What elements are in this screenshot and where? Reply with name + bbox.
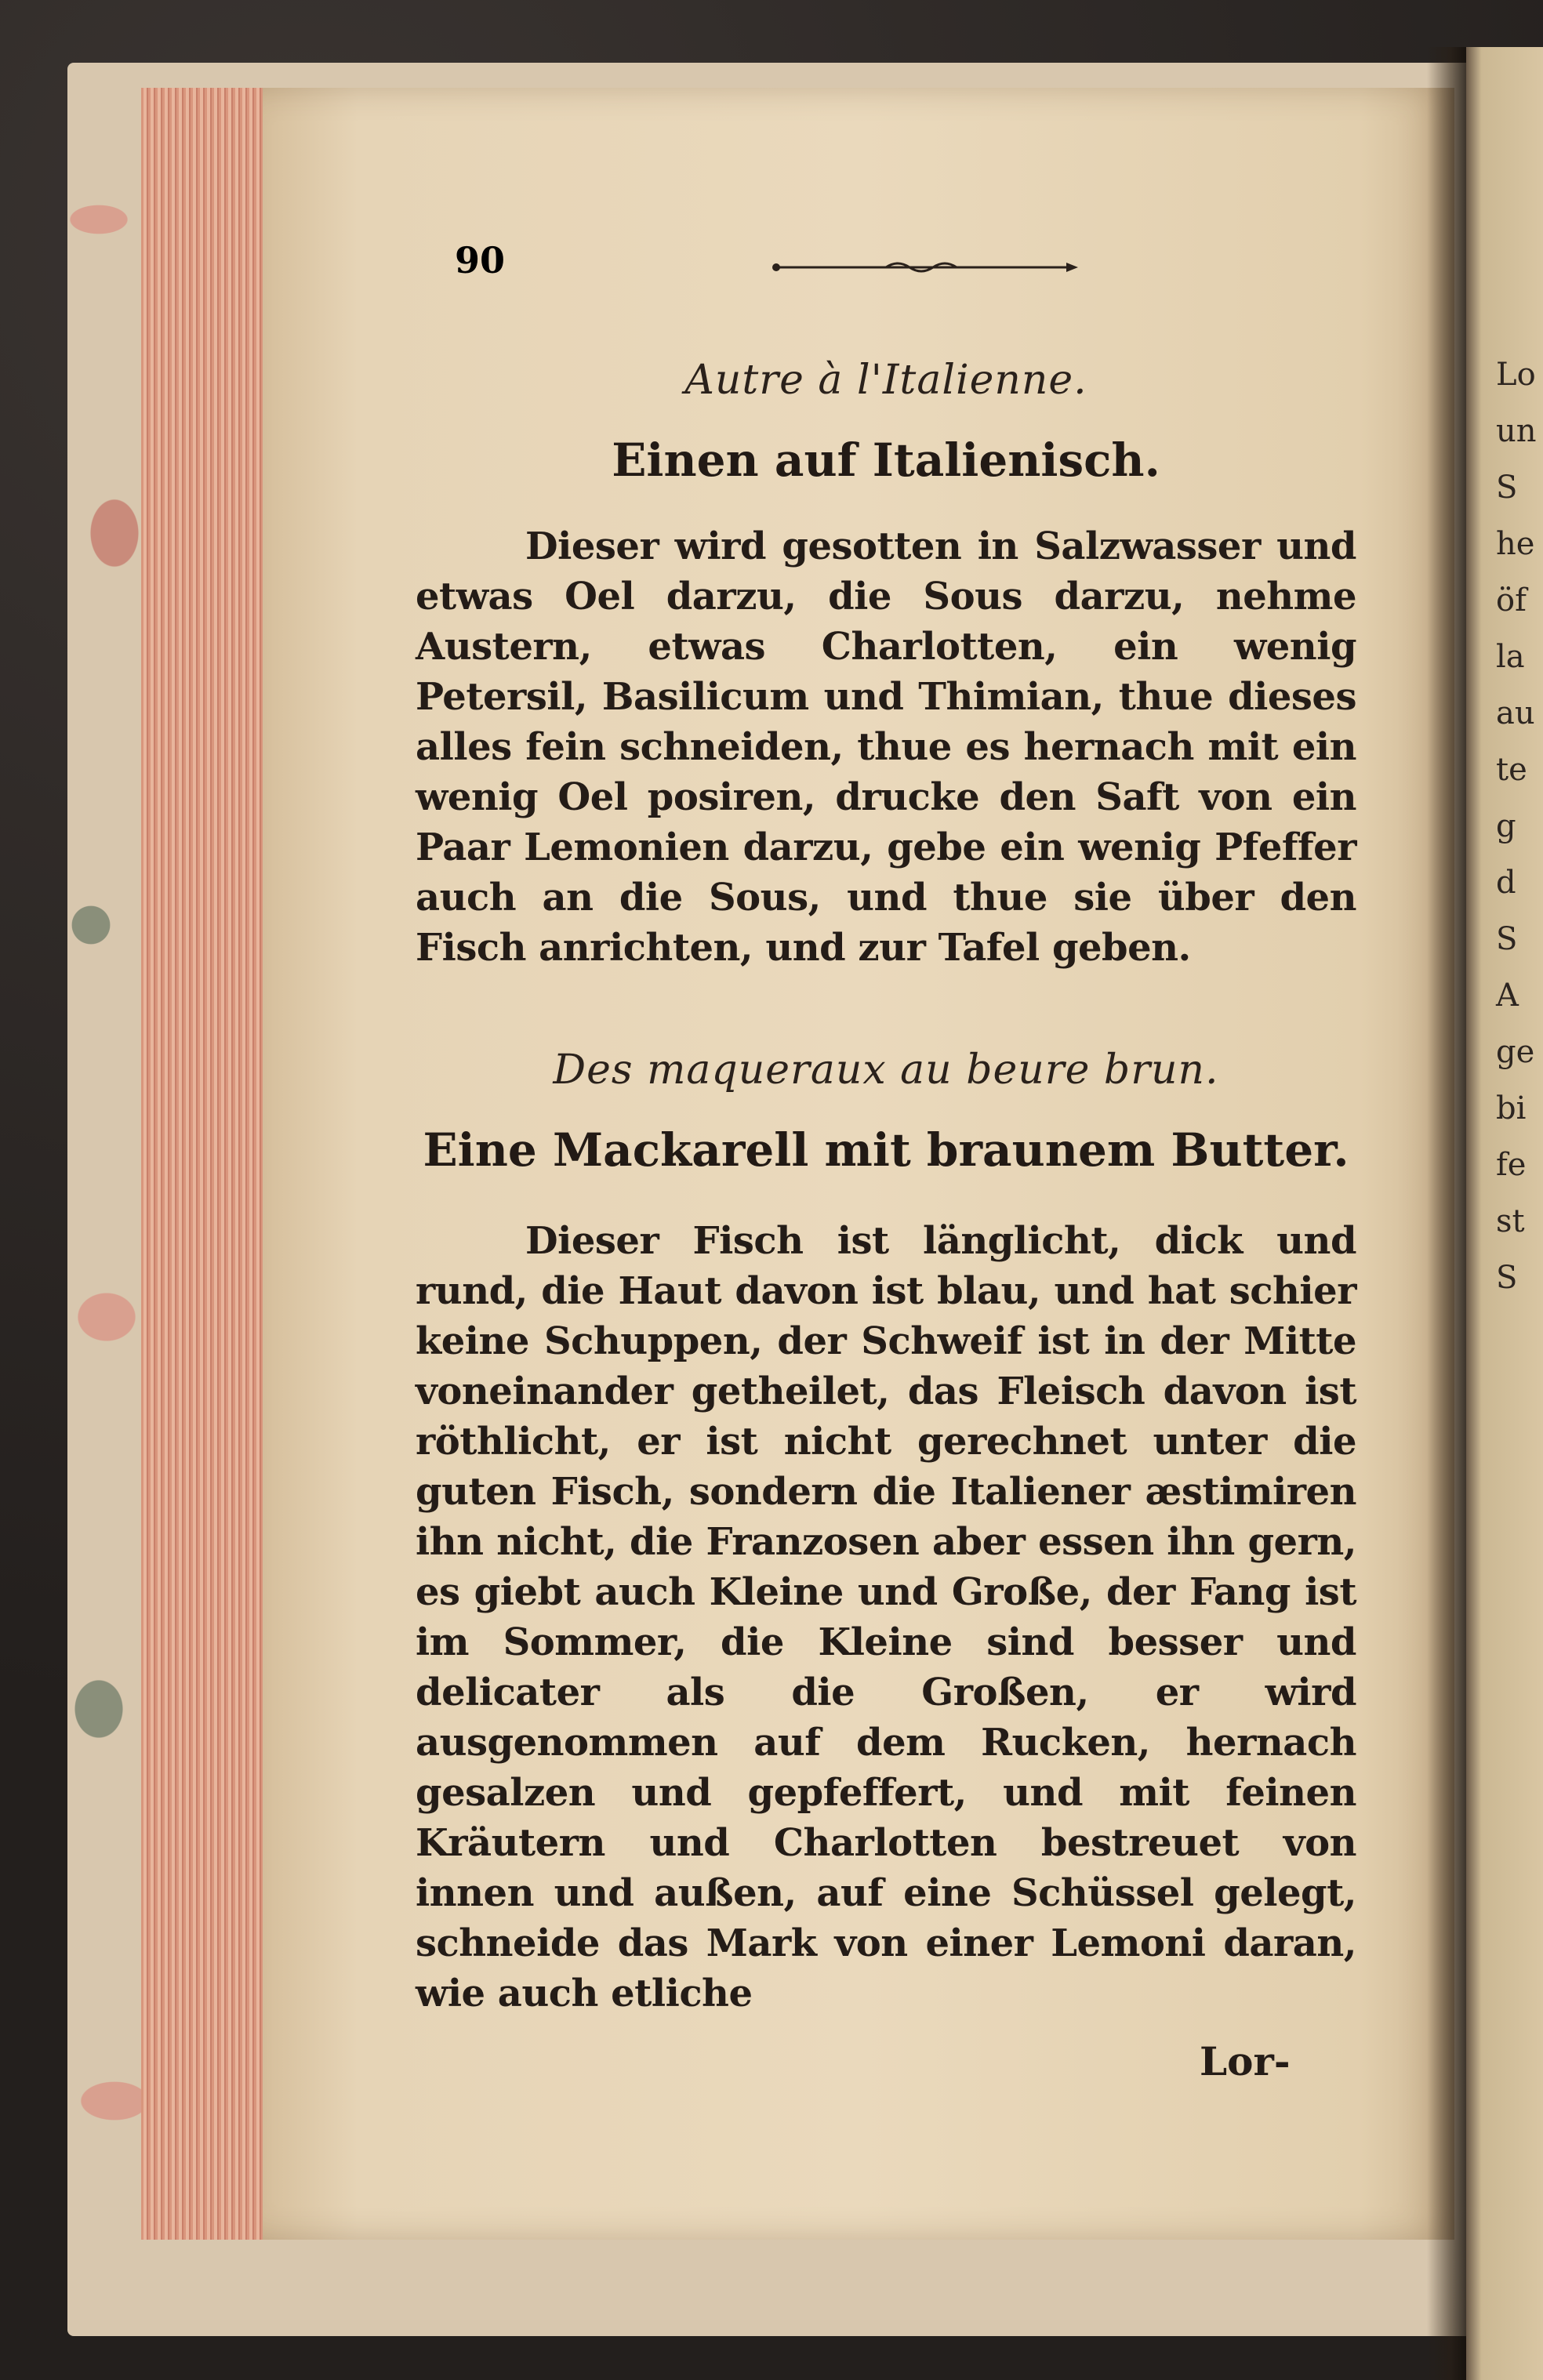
page-header	[455, 239, 1129, 286]
section-2-text: Dieser Fisch ist länglicht, dick und rund, die Haut davon ist blau, und hat schier keine Schuppen, der Schweif ist in der Mitte voneinander getheilet, das Fleisch davon ist röthlicht, er ist nicht gerechnet unter die guten Fisch, sondern die Italiener æstimiren ihn nicht, die Franzosen aber essen ihn gern, es giebt auch Kleine und Große, der Fang ist im Sommer, die Kleine sind besser und delicater als die Großen, er wird ausgenommen auf dem Rucken, hernach gesalzen und gepfeffert, und mit feinen Kräutern und Charlotten bestreuet von innen und außen, auf eine Schüssel gelegt, schneide das Mark von einer Lemoni daran, wie auch etliche	[416, 1219, 1356, 2015]
page-number: 90	[455, 239, 506, 281]
section-1-german-title: Einen auf Italienisch.	[612, 434, 1160, 487]
section-2-german-title: Eine Mackarell mit braunem Butter.	[423, 1123, 1349, 1177]
adjacent-page-fragment: öf	[1496, 582, 1527, 619]
section-1	[416, 357, 1356, 973]
adjacent-page-fragment: ge	[1496, 1034, 1535, 1070]
adjacent-page-fragment: g	[1496, 808, 1516, 844]
section-1-text: Dieser wird gesotten in Salzwasser und etwas Oel darzu, die Sous darzu, nehme Austern, etwas Charlotten, ein wenig Petersil, Basilicum und Thimian, thue dieses alles fein schneiden, thue es hernach mit ein wenig Oel posiren, drucke den Saft von ein Paar Lemonien darzu, gebe ein wenig Pfeffer auch an die Sous, und thue sie über den Fisch anrichten, und zur Tafel geben.	[416, 524, 1356, 970]
adjacent-page-fragment: Lo	[1496, 357, 1536, 393]
adjacent-page-fragment: un	[1496, 413, 1537, 449]
adjacent-page-fragment: au	[1496, 695, 1535, 731]
adjacent-page-fragment: S	[1496, 470, 1518, 506]
catchword: Lor-	[1200, 2038, 1291, 2084]
section-1-french-title: Autre à l'Italienne.	[684, 357, 1087, 404]
adjacent-page-fragment: d	[1496, 865, 1516, 901]
adjacent-page-strip	[1466, 47, 1543, 2380]
adjacent-page-fragment: bi	[1496, 1090, 1527, 1127]
adjacent-page-fragment: S	[1496, 921, 1518, 957]
page-fore-edge	[141, 88, 264, 2240]
adjacent-page-fragment: la	[1496, 639, 1525, 675]
section-2-french-title: Des maqueraux au beure brun.	[553, 1047, 1219, 1094]
adjacent-page-fragment: te	[1496, 752, 1527, 788]
gutter-shadow	[1427, 47, 1466, 2380]
adjacent-page-fragment: he	[1496, 526, 1535, 562]
printers-ornament-icon	[768, 261, 1082, 274]
adjacent-page-fragment: st	[1496, 1203, 1525, 1239]
adjacent-page-fragment: A	[1496, 978, 1519, 1014]
adjacent-page-fragment: S	[1496, 1260, 1518, 1296]
section-2	[416, 1047, 1356, 2019]
adjacent-page-fragment: fe	[1496, 1147, 1527, 1183]
